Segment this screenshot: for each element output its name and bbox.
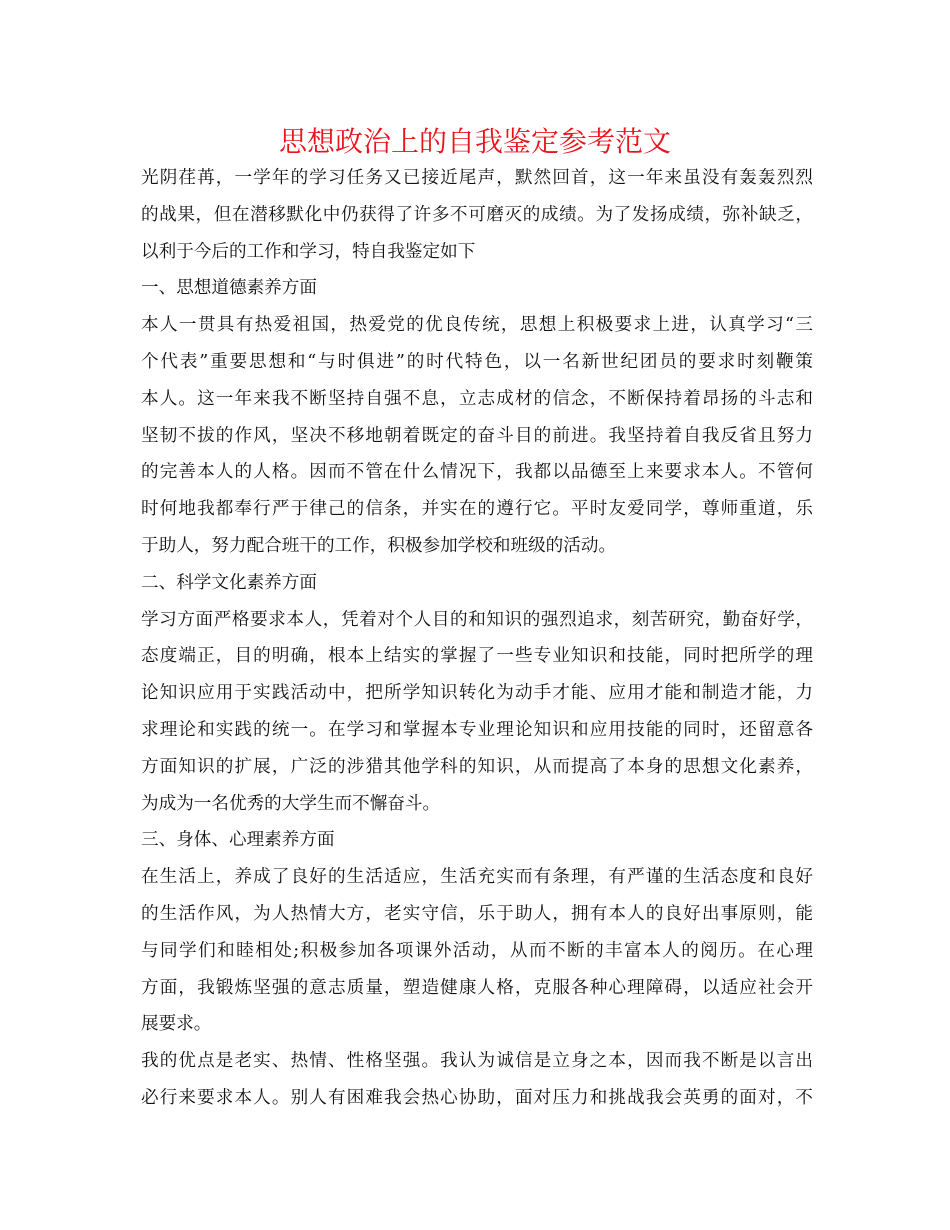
- text-line: 我的优点是老实、热情、性格坚强。我认为诚信是立身之本，因而我不断是以言出: [141, 1051, 813, 1072]
- text-line: 与同学们和睦相处;积极参加各项课外活动，从而不断的丰富本人的阅历。在心理: [141, 940, 813, 961]
- document-body: [141, 160, 813, 1117]
- text-line: 一、思想道德素养方面: [141, 278, 317, 299]
- text-line: 本人一贯具有热爱祖国，热爱党的优良传统，思想上积极要求上进，认真学习“三: [141, 315, 813, 336]
- text-line: 二、科学文化素养方面: [141, 572, 317, 593]
- text-line: 本人。这一年来我不断坚持自强不息，立志成材的信念，不断保持着昂扬的斗志和: [141, 388, 813, 409]
- text-line: 三、身体、心理素养方面: [141, 830, 335, 851]
- text-line: 学习方面严格要求本人，凭着对个人目的和知识的强烈追求，刻苦研究，勤奋好学，: [141, 609, 813, 630]
- text-line: 于助人，努力配合班干的工作，积极参加学校和班级的活动。: [141, 535, 617, 556]
- text-line: 在生活上，养成了良好的生活适应，生活充实而有条理，有严谨的生活态度和良好: [141, 867, 813, 888]
- document-title: 思想政治上的自我鉴定参考范文: [278, 125, 671, 158]
- text-line: 以利于今后的工作和学习，特自我鉴定如下: [141, 241, 476, 262]
- text-line: 个代表”重要思想和“与时俱进”的时代特色，以一名新世纪团员的要求时刻鞭策: [141, 351, 813, 372]
- text-line: 必行来要求本人。别人有困难我会热心协助，面对压力和挑战我会英勇的面对，不: [141, 1087, 813, 1108]
- text-line: 方面，我锻炼坚强的意志质量，塑造健康人格，克服各种心理障碍，以适应社会开: [141, 977, 813, 998]
- text-line: 态度端正，目的明确，根本上结实的掌握了一些专业知识和技能，同时把所学的理: [141, 646, 813, 667]
- text-line: 的生活作风，为人热情大方，老实守信，乐于助人，拥有本人的良好出事原则，能: [141, 903, 813, 924]
- text-line: 坚韧不拔的作风，坚决不移地朝着既定的奋斗目的前进。我坚持着自我反省且努力: [141, 425, 813, 446]
- text-line: 的战果，但在潜移默化中仍获得了许多不可磨灭的成绩。为了发扬成绩，弥补缺乏，: [141, 204, 813, 225]
- text-line: 时何地我都奉行严于律己的信条，并实在的遵行它。平时友爱同学，尊师重道，乐: [141, 499, 813, 520]
- text-line: 光阴荏苒，一学年的学习任务又已接近尾声，默然回首，这一年来虽没有轰轰烈烈: [141, 168, 813, 188]
- text-line: 论知识应用于实践活动中，把所学知识转化为动手才能、应用才能和制造才能，力: [141, 683, 813, 704]
- text-line: 求理论和实践的统一。在学习和掌握本专业理论知识和应用技能的同时，还留意各: [141, 719, 813, 740]
- text-line: 方面知识的扩展，广泛的涉猎其他学科的知识，从而提高了本身的思想文化素养，: [141, 756, 813, 777]
- text-line: 的完善本人的人格。因而不管在什么情况下，我都以品德至上来要求本人。不管何: [141, 462, 813, 483]
- text-line: 为成为一名优秀的大学生而不懈奋斗。: [141, 793, 441, 814]
- text-line: 展要求。: [141, 1014, 212, 1035]
